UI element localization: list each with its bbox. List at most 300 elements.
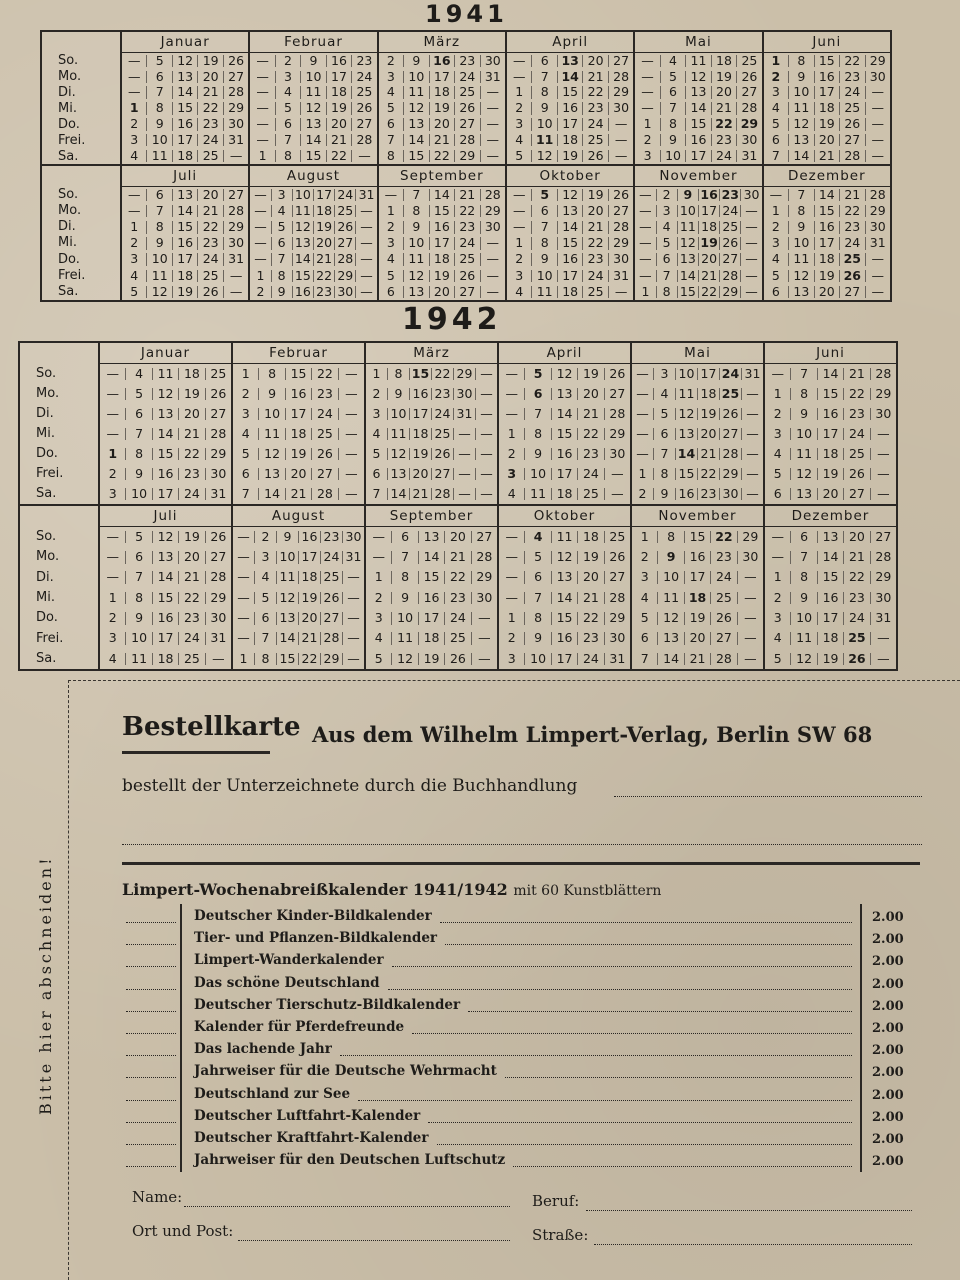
week-row [507, 235, 633, 251]
day-cell: 30 [608, 102, 633, 115]
item-leader-dots [388, 977, 852, 990]
week-row [632, 364, 763, 384]
day-cell: 23 [582, 253, 607, 266]
weekday-labels [42, 32, 122, 164]
day-cell: 25 [454, 253, 479, 266]
day-cell: 8 [657, 531, 683, 544]
day-cell: — [106, 405, 119, 421]
day-cell: — [223, 286, 248, 299]
day-cell: 18 [557, 134, 582, 147]
day-cell: 26 [582, 150, 607, 163]
week-row [499, 464, 630, 484]
ort-field[interactable] [238, 1226, 510, 1241]
day-cell: 18 [577, 531, 603, 544]
day-cell: 19 [429, 102, 454, 115]
day-cell: 4 [125, 368, 151, 381]
item-leader-dots [412, 1021, 852, 1034]
day-cell: 23 [320, 531, 342, 544]
day-cell: 10 [403, 237, 428, 250]
day-cell: — [870, 653, 896, 666]
day-cell: 25 [205, 368, 231, 381]
day-cell: 7 [790, 551, 816, 564]
day-cell: — [475, 388, 497, 401]
day-cell: 26 [454, 270, 479, 283]
day-cell: 11 [146, 150, 171, 163]
week-row [366, 424, 497, 444]
day-cell: 8 [788, 55, 813, 68]
day-cell: — [870, 428, 896, 441]
day-cell: 21 [577, 592, 603, 605]
week-row [122, 132, 248, 148]
item-checkbox-line[interactable] [126, 1021, 176, 1034]
day-cell: — [127, 186, 141, 202]
week-row [764, 101, 890, 117]
day-cell: 21 [698, 270, 719, 283]
weekday-labels [20, 343, 100, 504]
week-row [100, 547, 231, 567]
item-leader-dots [358, 1088, 852, 1101]
week-row [250, 69, 376, 85]
week-row [635, 101, 761, 117]
item-checkbox-line[interactable] [126, 1088, 176, 1101]
day-cell: 9 [524, 448, 550, 461]
month-januar [122, 32, 250, 164]
item-checkbox-line[interactable] [126, 910, 176, 923]
week-row [100, 588, 231, 608]
month-name: Juni [764, 32, 890, 53]
day-cell: 26 [334, 221, 355, 234]
day-cell: 27 [471, 531, 497, 544]
weekday-label: Sa. [36, 651, 57, 667]
day-cell: 18 [313, 205, 334, 218]
day-cell: 20 [582, 205, 607, 218]
day-cell: 19 [326, 102, 351, 115]
day-cell: 1 [108, 445, 118, 461]
day-cell: 8 [403, 205, 428, 218]
day-cell: 3 [372, 405, 381, 421]
day-cell: — [475, 408, 497, 421]
day-cell: — [256, 116, 269, 132]
cut-line-horizontal [68, 680, 960, 681]
day-cell: 9 [660, 134, 685, 147]
day-cell: 26 [205, 531, 231, 544]
day-cell: 22 [298, 653, 320, 666]
day-cell: 12 [557, 189, 582, 202]
day-cell: — [372, 549, 385, 565]
day-cell: 24 [311, 408, 337, 421]
week-row [122, 284, 248, 300]
day-cell: 16 [172, 118, 197, 131]
day-cell: — [512, 52, 526, 68]
day-cell: — [505, 549, 518, 565]
day-cell: 8 [653, 468, 675, 481]
day-cell: 5 [125, 388, 151, 401]
day-cell: 2 [108, 465, 117, 481]
day-cell: — [342, 653, 364, 666]
day-cell: 6 [773, 485, 782, 501]
week-row [379, 252, 505, 268]
day-cell: 27 [710, 632, 736, 645]
day-grid [765, 364, 896, 504]
day-cell: 16 [298, 531, 320, 544]
day-cell: 16 [326, 55, 351, 68]
cut-line-vertical [68, 680, 69, 1280]
week-row [635, 116, 761, 132]
day-cell: — [636, 445, 649, 461]
day-cell: 23 [351, 55, 376, 68]
day-cell: 9 [790, 592, 816, 605]
day-cell: 2 [241, 385, 250, 401]
day-cell: 30 [870, 408, 896, 421]
day-cell: 4 [241, 425, 250, 441]
day-cell: 30 [205, 468, 231, 481]
day-cell: 23 [577, 448, 603, 461]
day-cell: 2 [638, 485, 647, 501]
day-cell: 16 [292, 286, 313, 299]
week-row [507, 203, 633, 219]
day-cell: 24 [197, 253, 222, 266]
day-cell: — [127, 84, 141, 100]
item-checkbox-line[interactable] [126, 954, 176, 967]
day-cell: 2 [771, 68, 781, 84]
day-cell: 16 [172, 237, 197, 250]
day-cell: 4 [271, 205, 292, 218]
order-item-name: Deutscher Luftfahrt-Kalender [194, 1107, 421, 1124]
weekday-label: Frei. [36, 630, 64, 646]
day-cell: 16 [814, 221, 839, 234]
month-september [379, 166, 507, 300]
month-november [632, 506, 765, 669]
weekday-label: Sa. [36, 486, 57, 502]
day-cell: 9 [258, 388, 284, 401]
second-dotted-line[interactable] [122, 830, 922, 845]
day-cell: 29 [870, 571, 896, 584]
month-oktober [499, 506, 632, 669]
day-cell: — [639, 186, 652, 202]
day-cell: 15 [675, 468, 697, 481]
day-cell: 1 [773, 569, 782, 585]
month-april [507, 32, 635, 164]
day-cell: — [254, 235, 267, 251]
day-cell: 13 [675, 428, 697, 441]
day-cell: 14 [429, 189, 454, 202]
week-row [765, 464, 896, 484]
day-cell: 10 [300, 71, 325, 84]
day-cell: 27 [205, 408, 231, 421]
day-cell: 8 [275, 150, 300, 163]
day-cell: — [254, 186, 267, 202]
day-cell: 9 [403, 221, 428, 234]
day-cell: 29 [334, 270, 355, 283]
day-cell: 24 [454, 237, 479, 250]
day-cell: 26 [736, 71, 761, 84]
day-cell: 12 [258, 448, 284, 461]
day-cell: 5 [656, 237, 677, 250]
week-row [250, 187, 376, 203]
weekday-labels [20, 506, 100, 669]
day-cell: 12 [657, 612, 683, 625]
month-dezember [764, 166, 890, 300]
day-cell: — [636, 425, 649, 441]
bookshop-dotted-line[interactable] [614, 782, 922, 797]
month-mai [632, 343, 765, 504]
day-cell: 15 [403, 150, 428, 163]
day-cell: 16 [285, 388, 311, 401]
weekday-label: Mo. [58, 202, 82, 218]
day-cell: 1 [129, 100, 139, 116]
day-cell: 16 [429, 55, 454, 68]
day-cell: 25 [311, 428, 337, 441]
day-cell: 20 [285, 468, 311, 481]
day-cell: 12 [146, 286, 171, 299]
day-cell: 21 [814, 150, 839, 163]
day-cell: 14 [551, 408, 577, 421]
day-cell: 25 [719, 221, 740, 234]
day-cell: — [741, 428, 763, 441]
day-cell: 5 [125, 531, 151, 544]
week-row [765, 568, 896, 588]
week-row [635, 69, 761, 85]
day-cell: 25 [197, 270, 222, 283]
day-cell: 7 [254, 632, 276, 645]
day-cell: 24 [582, 118, 607, 131]
week-row [233, 384, 364, 404]
item-checkbox-line[interactable] [126, 977, 176, 990]
item-checkbox-line[interactable] [126, 1154, 176, 1167]
day-cell: 24 [843, 428, 869, 441]
day-cell: 8 [271, 270, 292, 283]
day-cell: 31 [604, 653, 630, 666]
day-cell: 19 [178, 388, 204, 401]
week-row [765, 424, 896, 444]
day-cell: 28 [334, 253, 355, 266]
week-row [250, 116, 376, 132]
day-cell: — [639, 202, 652, 218]
day-grid [366, 364, 497, 504]
day-cell: 28 [205, 428, 231, 441]
week-row [366, 628, 497, 648]
day-cell: 7 [531, 221, 556, 234]
day-cell: 3 [271, 189, 292, 202]
year-1941-title: 1941 [425, 0, 508, 28]
day-cell: — [256, 131, 269, 147]
weekday-label: Do. [36, 446, 58, 462]
week-row [764, 187, 890, 203]
day-cell: 23 [178, 612, 204, 625]
day-cell: 27 [431, 468, 453, 481]
day-cell: 21 [684, 653, 710, 666]
week-row [366, 568, 497, 588]
day-cell: — [480, 253, 505, 266]
day-cell: 31 [223, 253, 248, 266]
week-row [635, 132, 761, 148]
day-cell: 9 [653, 488, 675, 501]
day-cell: 2 [773, 589, 782, 605]
item-leader-dots [440, 910, 852, 923]
day-cell: 1 [239, 650, 248, 666]
day-cell: 21 [313, 253, 334, 266]
strasse-field[interactable] [594, 1230, 912, 1245]
day-cell: 15 [551, 612, 577, 625]
day-cell: 19 [698, 237, 719, 250]
day-cell: 2 [773, 405, 782, 421]
day-cell: 9 [391, 592, 417, 605]
day-cell: 24 [197, 134, 222, 147]
day-cell: 5 [372, 445, 381, 461]
day-cell: 25 [719, 388, 741, 401]
day-cell: 8 [125, 448, 151, 461]
day-cell: — [641, 100, 654, 116]
day-cell: 30 [740, 189, 761, 202]
day-cell: 27 [608, 55, 633, 68]
day-cell: 10 [788, 237, 813, 250]
day-cell: 14 [418, 551, 444, 564]
week-row [635, 85, 761, 101]
beruf-field[interactable] [586, 1196, 912, 1211]
day-cell: 7 [125, 428, 151, 441]
title-underline [122, 751, 270, 754]
day-cell: — [639, 267, 652, 283]
day-cell: 20 [817, 488, 843, 501]
day-cell: 14 [551, 592, 577, 605]
day-cell: 22 [582, 237, 607, 250]
week-row [250, 252, 376, 268]
week-row [100, 364, 231, 384]
day-cell: 18 [817, 632, 843, 645]
day-cell: 18 [429, 253, 454, 266]
day-cell: 15 [285, 368, 311, 381]
day-cell: 18 [326, 86, 351, 99]
item-checkbox-line[interactable] [126, 999, 176, 1012]
name-field[interactable] [184, 1192, 510, 1207]
day-cell: — [505, 385, 518, 401]
item-checkbox-line[interactable] [126, 1043, 176, 1056]
day-cell: 16 [814, 71, 839, 84]
day-cell: 17 [817, 428, 843, 441]
order-item-name: Das lachende Jahr [194, 1041, 332, 1058]
day-cell: 19 [429, 270, 454, 283]
month-juni [764, 32, 890, 164]
day-cell: 17 [557, 118, 582, 131]
day-cell: 15 [300, 150, 325, 163]
day-cell: 31 [205, 488, 231, 501]
day-cell: 23 [454, 55, 479, 68]
item-checkbox-line[interactable] [126, 1110, 176, 1123]
day-cell: 17 [698, 205, 719, 218]
day-cell: 13 [152, 408, 178, 421]
day-cell: 21 [843, 368, 869, 381]
day-cell: 29 [737, 531, 763, 544]
day-cell: 16 [557, 102, 582, 115]
item-checkbox-line[interactable] [126, 932, 176, 945]
day-cell: 13 [551, 571, 577, 584]
day-cell: 28 [719, 448, 741, 461]
day-cell: 12 [790, 653, 816, 666]
day-cell: 7 [146, 86, 171, 99]
week-row [100, 404, 231, 424]
day-cell: — [453, 468, 475, 481]
day-cell: 14 [788, 150, 813, 163]
day-cell: 11 [387, 428, 409, 441]
day-cell: 20 [429, 118, 454, 131]
day-cell: 25 [843, 448, 869, 461]
day-cell: 1 [641, 283, 650, 299]
item-checkbox-line[interactable] [126, 1132, 176, 1145]
day-cell: 29 [608, 86, 633, 99]
day-cell: 17 [172, 134, 197, 147]
week-row [764, 203, 890, 219]
day-cell: 4 [771, 251, 780, 267]
week-row [250, 203, 376, 219]
day-cell: — [505, 589, 518, 605]
day-cell: 21 [577, 408, 603, 421]
day-cell: 11 [551, 531, 577, 544]
day-cell: 23 [454, 221, 479, 234]
item-checkbox-line[interactable] [126, 1065, 176, 1078]
day-cell: 12 [551, 368, 577, 381]
day-cell: — [453, 428, 475, 441]
day-cell: 21 [298, 632, 320, 645]
day-cell: — [512, 219, 526, 235]
day-cell: 16 [152, 612, 178, 625]
day-cell: 29 [320, 653, 342, 666]
day-cell: 28 [839, 150, 864, 163]
day-cell: 11 [403, 86, 428, 99]
day-cell: 22 [454, 205, 479, 218]
day-cell: 4 [507, 485, 516, 501]
week-row [632, 464, 763, 484]
day-cell: — [870, 632, 896, 645]
day-cell: 27 [843, 488, 869, 501]
week-row [499, 547, 630, 567]
day-cell: — [205, 653, 231, 666]
day-cell: 22 [431, 368, 453, 381]
day-cell: 15 [817, 388, 843, 401]
day-cell: 28 [608, 221, 633, 234]
week-row [379, 101, 505, 117]
day-cell: 15 [817, 571, 843, 584]
day-cell: 8 [524, 612, 550, 625]
day-cell: 27 [719, 253, 740, 266]
day-cell: 16 [429, 221, 454, 234]
day-cell: 29 [223, 221, 248, 234]
week-row [250, 219, 376, 235]
day-cell: — [237, 589, 250, 605]
day-cell: 11 [675, 388, 697, 401]
month-name: April [499, 343, 630, 364]
day-cell: — [338, 448, 364, 461]
month-name: Februar [233, 343, 364, 364]
day-cell: 3 [773, 610, 782, 626]
month-name: November [635, 166, 761, 187]
day-cell: 3 [130, 131, 139, 147]
day-cell: 18 [409, 428, 431, 441]
week-row [499, 588, 630, 608]
day-cell: 24 [710, 571, 736, 584]
day-cell: 20 [197, 71, 222, 84]
day-cell: 27 [334, 237, 355, 250]
week-row [366, 484, 497, 504]
day-cell: 30 [223, 237, 248, 250]
day-cell: — [512, 68, 526, 84]
day-cell: 28 [431, 488, 453, 501]
week-row [499, 364, 630, 384]
day-cell: 7 [660, 102, 685, 115]
day-cell: 2 [507, 445, 516, 461]
day-cell: 30 [480, 55, 505, 68]
week-row [764, 132, 890, 148]
day-cell: 1 [515, 235, 524, 251]
